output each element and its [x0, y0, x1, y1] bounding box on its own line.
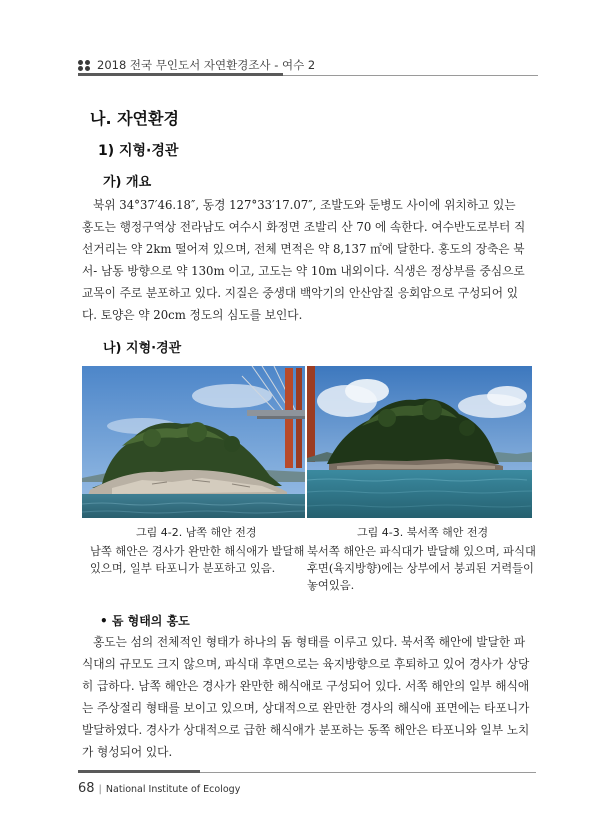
- section-heading: 나. 자연환경: [90, 109, 179, 128]
- paragraph-line: 서- 남동 방향으로 약 130m 이고, 고도는 약 10m 내외이다. 식생은 정상부를 중심으로: [82, 264, 525, 278]
- description-line: 있으며, 일부 타포니가 분포하고 있음.: [90, 562, 276, 575]
- south-coast-photo: [82, 366, 305, 518]
- description-line: 놓여있음.: [307, 579, 355, 592]
- intro-paragraph: [82, 194, 534, 326]
- description-line: 북서쪽 해안은 파식대가 발달해 있으며, 파식대: [307, 545, 536, 558]
- body-paragraph: [82, 631, 534, 763]
- paragraph-line: 는 주상절리 형태를 보이고 있으며, 상대적으로 완만한 경사의 해식애 표면에는 타포니가: [82, 701, 530, 715]
- figure-description-south: [90, 543, 304, 577]
- figure-caption-northwest: 그림 4-3. 북서쪽 해안 전경: [357, 526, 489, 539]
- header-accent-bar: [78, 73, 283, 76]
- footer-separator: |: [98, 784, 102, 795]
- description-line: 후면(육지방향)에는 상부에서 붕괴된 거력들이: [307, 562, 534, 575]
- figure-description-northwest: [307, 543, 536, 594]
- northwest-coast-photo: [307, 366, 532, 518]
- paragraph-line: 홍도는 섬의 전체적인 형태가 하나의 돔 형태를 이루고 있다. 북서쪽 해안에 발달한 파: [93, 635, 526, 649]
- paragraph-line: 홍도는 행정구역상 전라남도 여수시 화정면 조발리 산 70 에 속한다. 여수반도로부터 직: [82, 220, 526, 234]
- paragraph-line: 발달하였다. 경사가 상대적으로 급한 해식애가 분포하는 동쪽 해안은 타포니와 일부 노치: [82, 723, 530, 737]
- footer-institution: National Institute of Ecology: [105, 784, 241, 795]
- photo-pair: [82, 366, 532, 518]
- paragraph-line: 히 급하다. 남쪽 해안은 경사가 완만한 해식애로 구성되어 있다. 서쪽 해안의 일부 해식애: [82, 679, 530, 693]
- header-dots-icon: [78, 60, 92, 72]
- subsubsection-heading-landscape: 나) 지형·경관: [103, 341, 182, 356]
- paragraph-line: 식대의 규모도 크지 않으며, 파식대 후면으로는 육지방향으로 후퇴하고 있어 경사가 상당: [82, 657, 530, 671]
- figure-caption-south: 그림 4-2. 남쪽 해안 전경: [136, 526, 257, 539]
- description-line: 남쪽 해안은 경사가 완만한 해식애가 발달해: [90, 545, 305, 558]
- paragraph-line: 선거리는 약 2km 떨어져 있으며, 전체 면적은 약 8,137 ㎡에 달한다. 홍도의 장축은 북: [82, 242, 525, 256]
- page-number: 68: [78, 781, 95, 796]
- paragraph-line: 다. 토양은 약 20cm 정도의 심도를 보인다.: [82, 308, 303, 322]
- bullet-heading: • 돔 형태의 홍도: [100, 614, 190, 628]
- paragraph-line: 북위 34°37′46.18″, 동경 127°33′17.07″, 조발도와 둔병도 사이에 위치하고 있는: [93, 198, 516, 212]
- running-header: [78, 56, 538, 76]
- footer-accent-bar: [78, 770, 200, 773]
- subsubsection-heading-overview: 가) 개요: [103, 175, 152, 190]
- header-title: 2018 전국 무인도서 자연환경조사 - 여수 2: [97, 58, 316, 72]
- paragraph-line: 가 형성되어 있다.: [82, 745, 173, 759]
- subsection-heading: 1) 지형·경관: [98, 143, 179, 159]
- paragraph-line: 교목이 주로 분포하고 있다. 지질은 중생대 백악기의 안산암질 응회암으로 구성되어 있: [82, 286, 519, 300]
- page-footer: [78, 781, 240, 796]
